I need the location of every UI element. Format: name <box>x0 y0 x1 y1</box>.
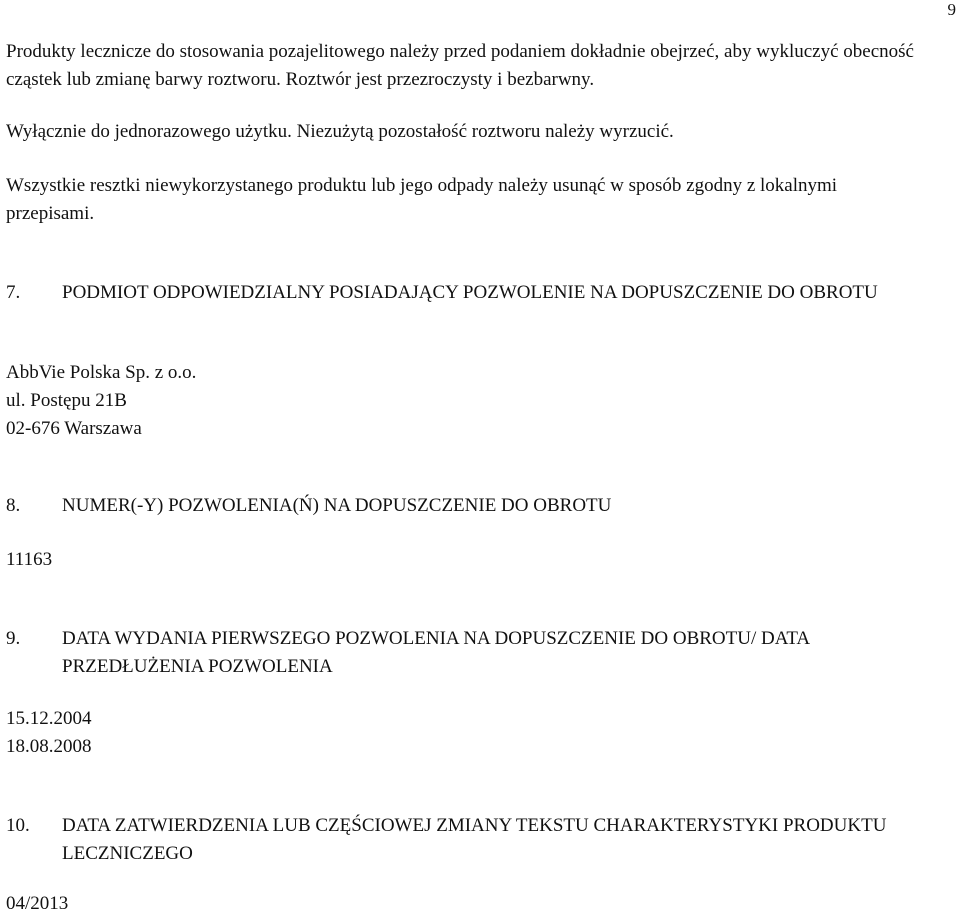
paragraph-single-use <box>6 118 906 146</box>
section-number: 7. <box>6 282 21 303</box>
section-title: NUMER(-Y) POZWOLENIA(Ń) NA DOPUSZCZENIE DO OBROTU <box>62 495 612 516</box>
address-company: AbbVie Polska Sp. z o.o. <box>6 362 197 383</box>
section-title: DATA WYDANIA PIERWSZEGO POZWOLENIA NA DOPUSZCZENIE DO OBROTU/ DATA PRZEDŁUŻENIA POZWOLENIA <box>62 628 810 677</box>
revision-date: 04/2013 <box>6 893 69 914</box>
section-7-content <box>6 359 906 443</box>
section-10-heading <box>6 812 906 868</box>
section-number: 8. <box>6 495 21 516</box>
page-number: 9 <box>947 0 956 19</box>
section-7-heading <box>6 279 906 307</box>
section-title: DATA ZATWIERDZENIA LUB CZĘŚCIOWEJ ZMIANY TEKSTU CHARAKTERYSTYKI PRODUKTU LECZNICZEGO <box>62 815 887 864</box>
renewal-date: 18.08.2008 <box>6 736 92 757</box>
section-8-heading <box>6 492 906 520</box>
address-city: 02-676 Warszawa <box>6 418 142 439</box>
section-10-content <box>6 890 906 918</box>
paragraph-text: Wszystkie resztki niewykorzystanego produktu lub jego odpady należy usunąć w sposób zgodny z lokalnymi przepisami. <box>6 175 838 224</box>
address-street: ul. Postępu 21B <box>6 390 127 411</box>
paragraph-disposal <box>6 172 906 228</box>
section-9-heading <box>6 625 906 681</box>
section-number: 10. <box>6 815 30 836</box>
authorization-number: 11163 <box>6 549 53 570</box>
paragraph-inspection <box>6 38 936 94</box>
first-authorization-date: 15.12.2004 <box>6 708 92 729</box>
section-title: PODMIOT ODPOWIEDZIALNY POSIADAJĄCY POZWOLENIE NA DOPUSZCZENIE DO OBROTU <box>62 282 878 303</box>
section-9-content <box>6 705 906 761</box>
section-number: 9. <box>6 628 21 649</box>
paragraph-text: Wyłącznie do jednorazowego użytku. Niezużytą pozostałość roztworu należy wyrzucić. <box>6 121 674 142</box>
section-8-content <box>6 546 906 574</box>
paragraph-text: Produkty lecznicze do stosowania pozajelitowego należy przed podaniem dokładnie obejrzeć, aby wykluczyć obecność cząstek lub zmianę barwy roztworu. Roztwór jest przezroczysty i bezbarwny. <box>6 41 914 90</box>
